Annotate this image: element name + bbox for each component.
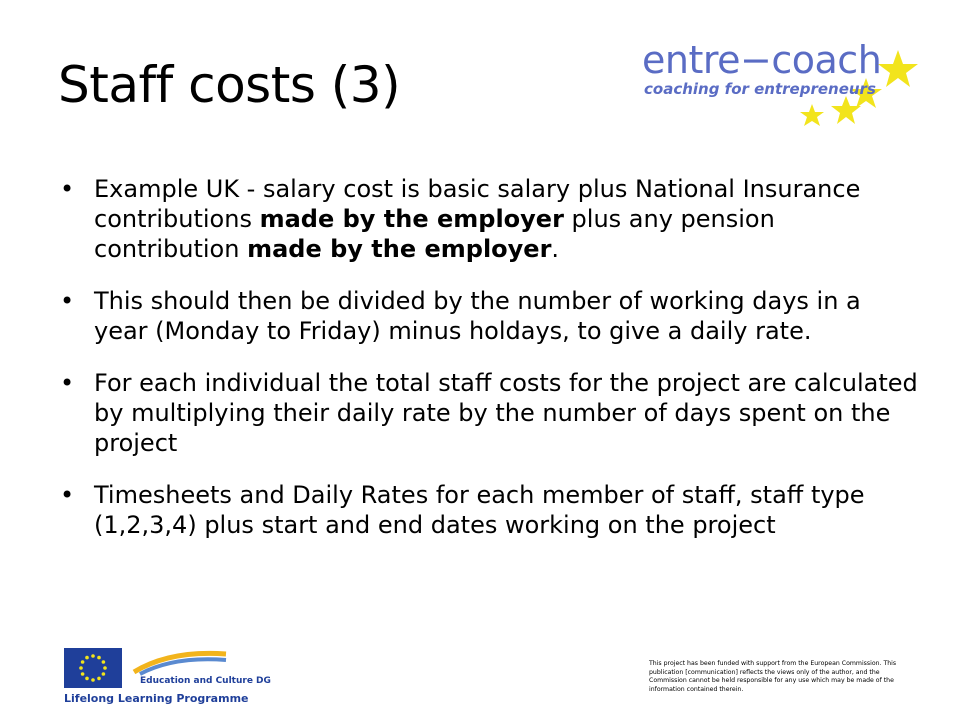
funding-disclaimer: This project has been funded with support from the European Commission. This publication [communication] reflects the views only of the author, and the Commission cannot be held responsible for any use which may be made of the information contained therein.: [649, 660, 897, 693]
bullet-list: [58, 174, 918, 562]
bullet-emphasis: made by the employer: [247, 235, 552, 263]
bullet-dot: •: [60, 175, 75, 203]
lifelong-learning-label: Lifelong Learning Programme: [64, 692, 249, 705]
bullet-text: This should then be divided by the number of working days in a year (Monday to Friday) minus holdays, to give a daily rate.: [94, 287, 861, 345]
logo-wordmark: entre−coach: [642, 38, 882, 82]
bullet-item: [58, 286, 918, 346]
bullet-item: [58, 174, 918, 264]
swoosh-icon: [130, 646, 230, 676]
bullet-text: Timesheets and Daily Rates for each member of staff, staff type (1,2,3,4) plus start and end dates working on the project: [94, 481, 865, 539]
star-icon: [831, 96, 861, 124]
entre-coach-logo: [636, 38, 926, 138]
bullet-dot: •: [60, 481, 75, 509]
bullet-item: [58, 368, 918, 458]
bullet-text: .: [551, 235, 560, 263]
bullet-text: plus any pension contribution: [94, 205, 775, 263]
bullet-dot: •: [60, 287, 75, 315]
logo-tagline: coaching for entrepreneurs: [644, 80, 876, 98]
education-culture-label: Education and Culture DG: [140, 676, 271, 686]
eu-flag-icon: [64, 648, 122, 688]
bullet-emphasis: made by the employer: [259, 205, 564, 233]
bullet-item: [58, 480, 918, 540]
bullet-dot: •: [60, 369, 75, 397]
slide-title: Staff costs (3): [58, 56, 401, 114]
star-icon: [800, 104, 824, 126]
bullet-text: For each individual the total staff costs for the project are calculated by multiplying their daily rate by the number of days spent on the project: [94, 369, 918, 457]
eu-programme-logo: [64, 646, 271, 706]
star-icon: [878, 50, 918, 87]
bullet-text: Example UK - salary cost is basic salary plus National Insurance contributions: [94, 175, 861, 233]
